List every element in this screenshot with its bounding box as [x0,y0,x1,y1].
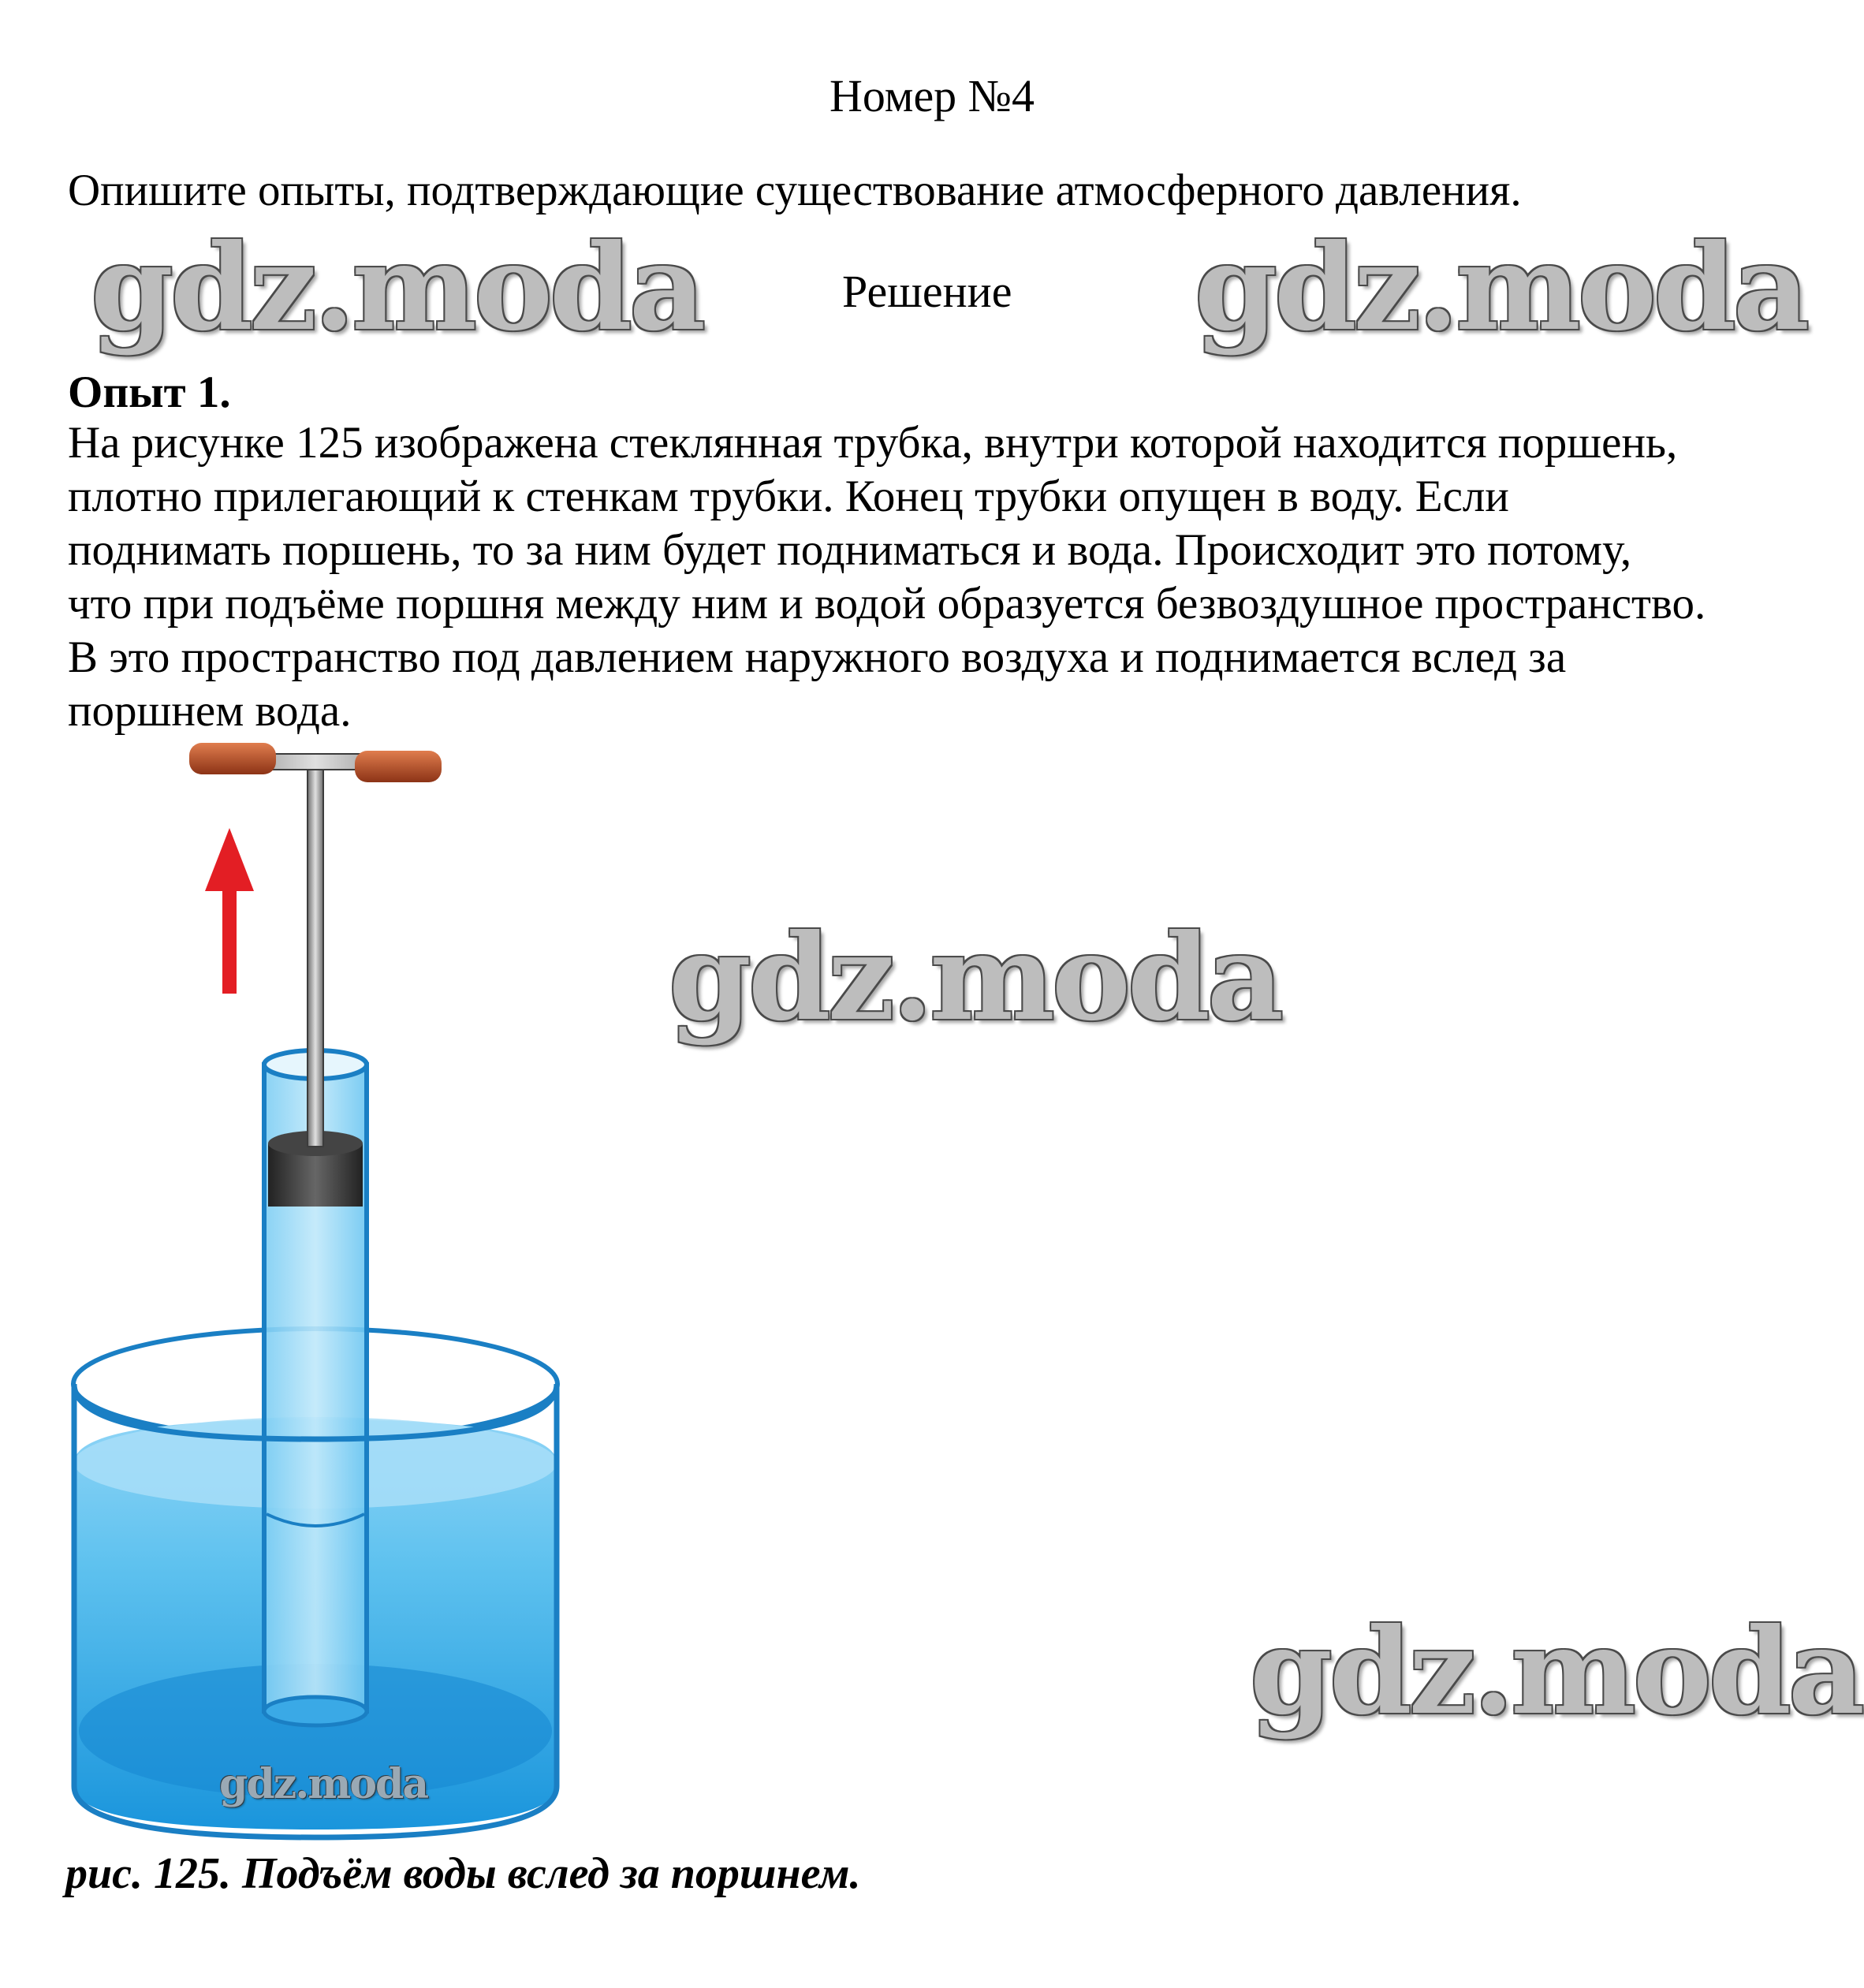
piston-rod [308,755,323,1147]
task-statement: Опишите опыты, подтверждающие существование атмосферного давления. [68,166,1522,215]
watermark-logo: gdz.moda [1250,1602,1862,1741]
experiment-line: что при подъёме поршня между ним и водой образуется безвоздушное пространство. [68,579,1706,628]
experiment-title: Опыт 1. [68,367,231,417]
experiment-line: поднимать поршень, то за ним будет подниматься и вода. Происходит это потому, [68,525,1632,575]
experiment-line: На рисунке 125 изображена стеклянная трубка, внутри которой находится поршень, [68,418,1678,468]
watermark-logo: gdz.moda [669,908,1281,1047]
handle-grip-right [355,751,442,782]
solution-label: Решение [842,266,1012,317]
page-title: Номер №4 [829,70,1035,121]
watermark-logo: gdz.moda [219,1760,428,1808]
up-arrow-icon [205,828,254,994]
experiment-description [68,416,1850,738]
experiment-line: поршнем вода. [68,686,352,736]
watermark-logo: gdz.moda [1195,218,1807,357]
experiment-line: В это пространство под давлением наружного воздуха и поднимается вслед за [68,632,1567,682]
experiment-line: плотно прилегающий к стенкам трубки. Конец трубки опущен в воду. Если [68,472,1509,521]
figure-caption: рис. 125. Подъём воды вслед за поршнем. [65,1849,861,1898]
piston-figure [47,725,599,1845]
watermark-logo: gdz.moda [91,218,703,357]
handle-grip-left [189,743,276,774]
